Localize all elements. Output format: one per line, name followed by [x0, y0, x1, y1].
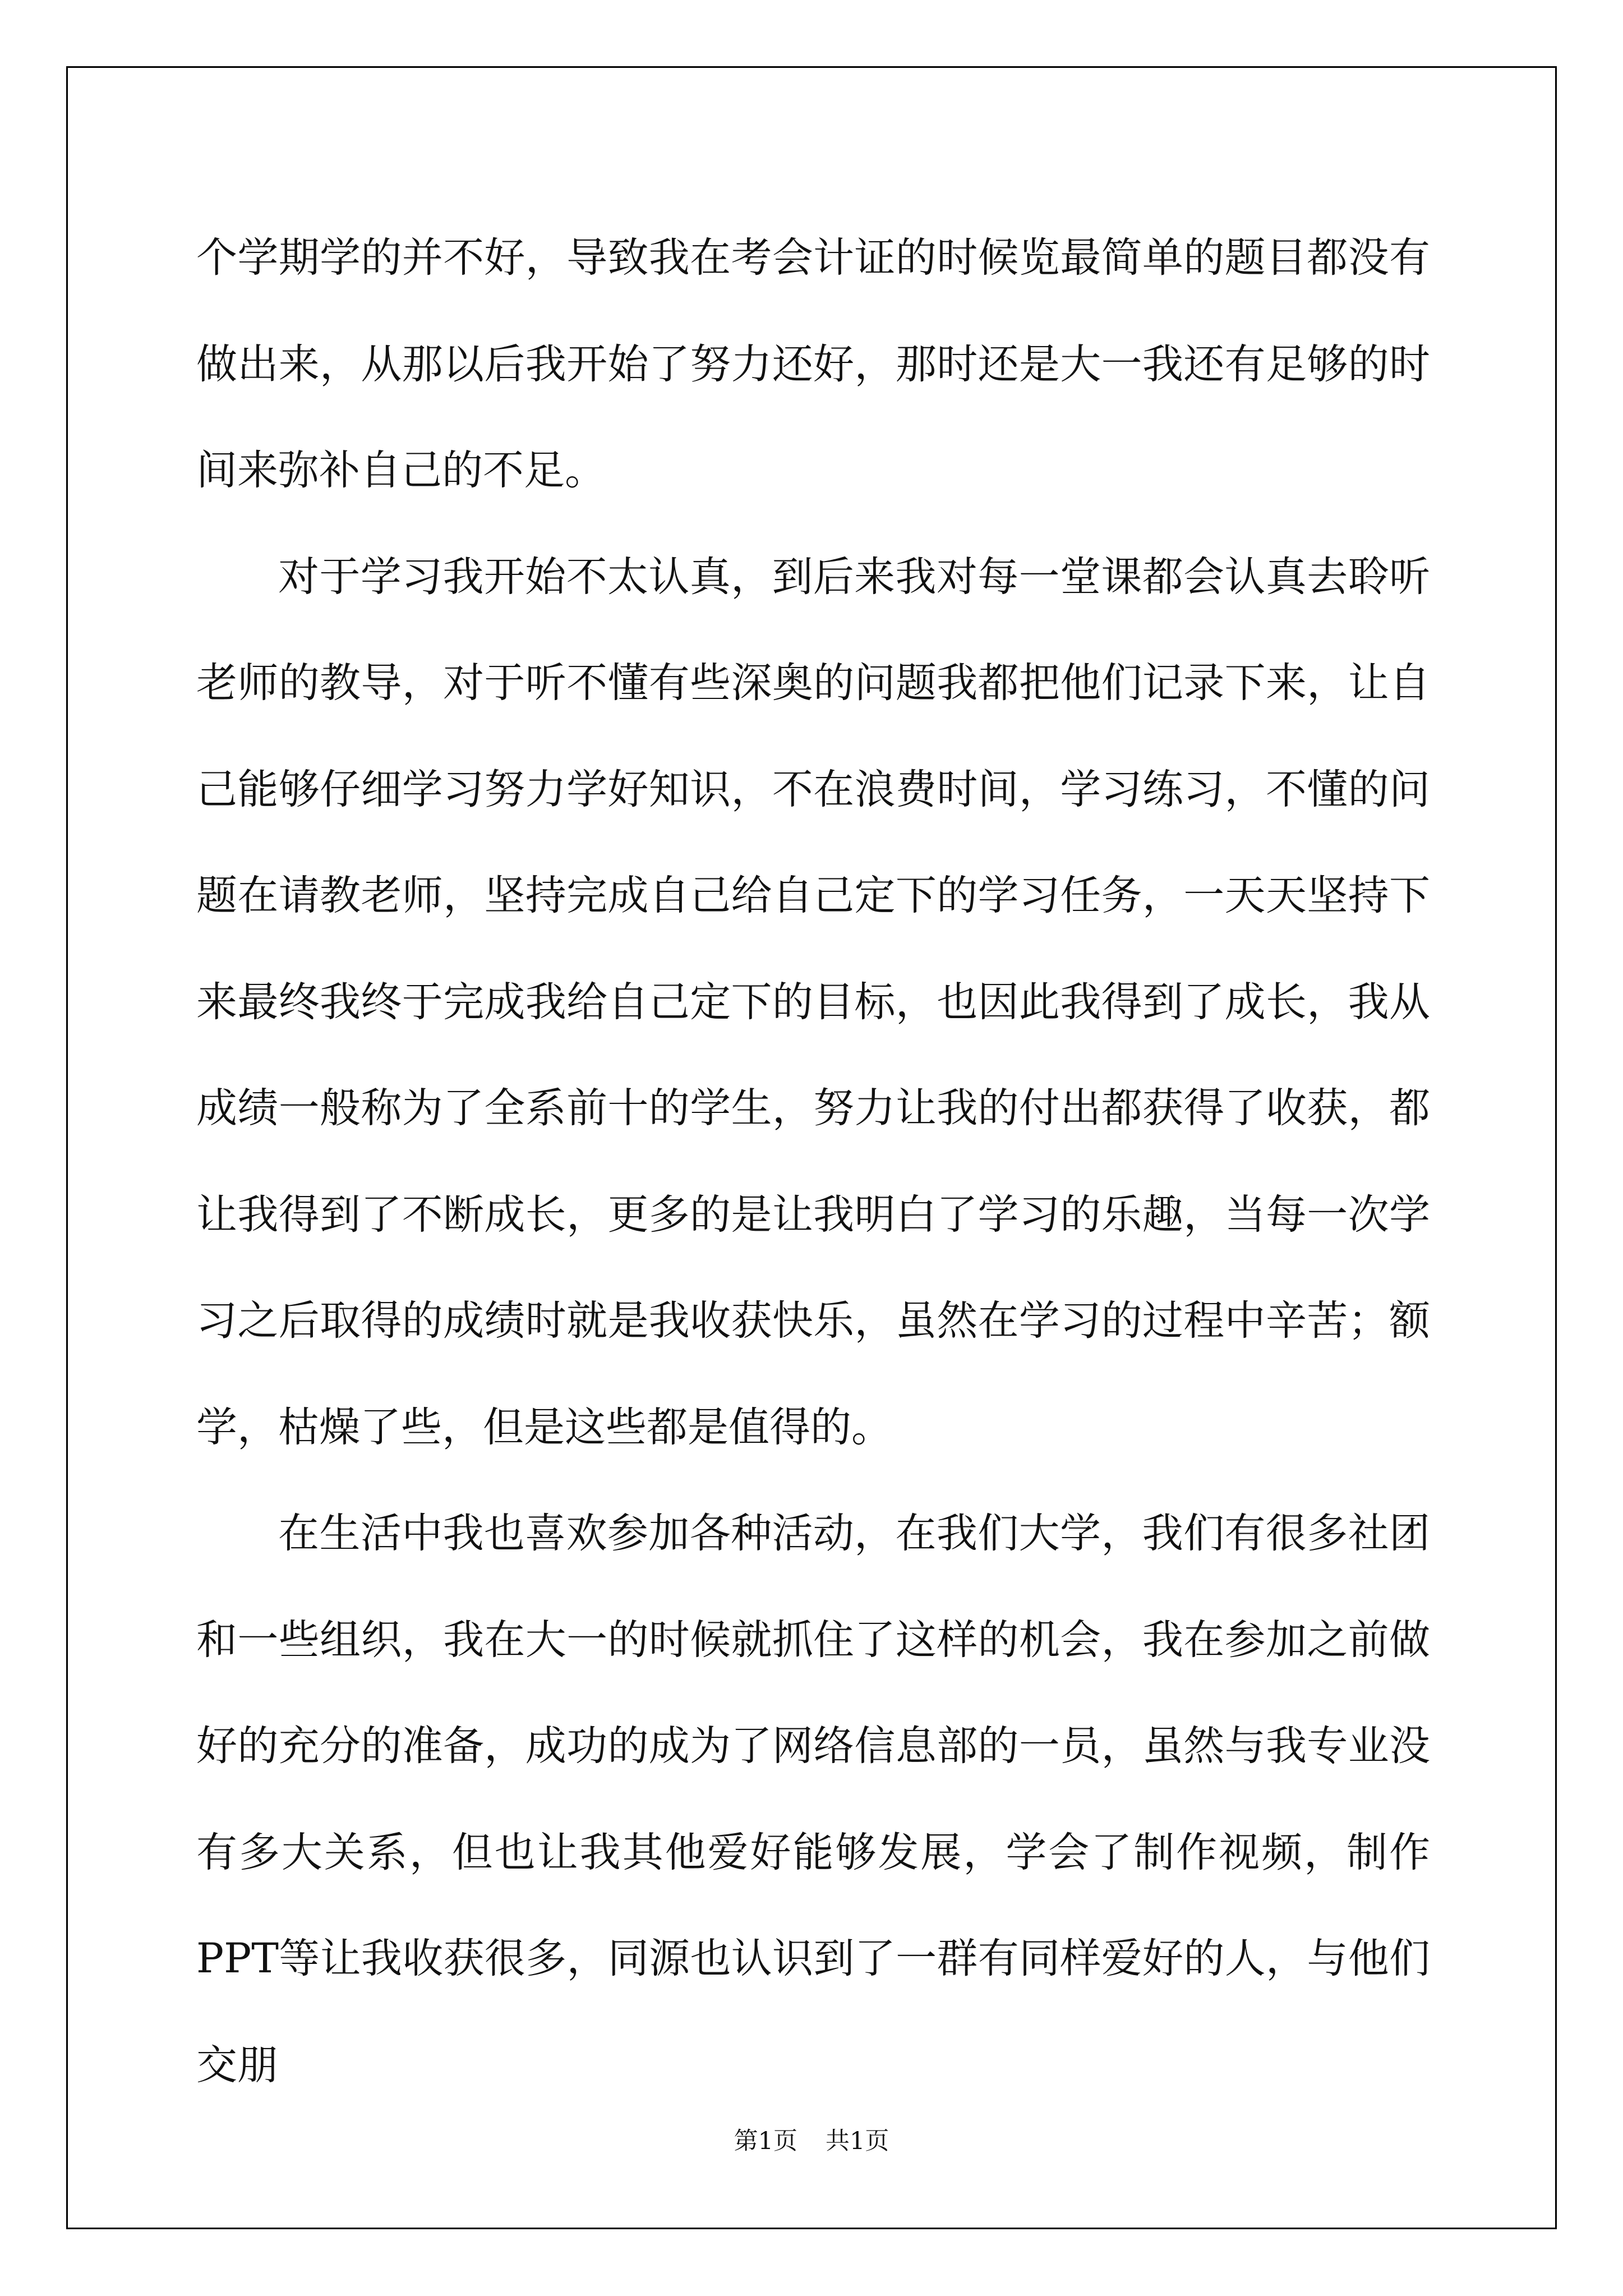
page-number: 第1页 [734, 2127, 797, 2155]
paragraph-1: 个学期学的并不好，导致我在考会计证的时候览最简单的题目都没有做出来，从那以后我开始了努力还好，那时还是大一我还有足够的时间来弥补自己的不足。 [196, 234, 1430, 494]
page-total: 共1页 [826, 2127, 889, 2155]
paragraph-3: 在生活中我也喜欢参加各种活动，在我们大学，我们有很多社团和一些组织，我在大一的时候就抓住了这样的机会，我在参加之前做好的充分的准备，成功的成为了网络信息部的一员，虽然与我专业没有多大关系，但也让我其他爱好能够发展，学会了制作视频，制作PPT等让我收获很多，同源也认识到了一群有同样爱好的人，与他们交朋 [196, 1510, 1430, 2089]
document-body [196, 205, 1430, 2118]
paragraph-2: 对于学习我开始不太认真，到后来我对每一堂课都会认真去聆听老师的教导，对于听不懂有些深奥的问题我都把他们记录下来，让自己能够仔细学习努力学好知识，不在浪费时间，学习练习，不懂的问题在请教老师，坚持完成自己给自己定下的学习任务，一天天坚持下来最终我终于完成我给自己定下的目标，也因此我得到了成长，我从成绩一般称为了全系前十的学生，努力让我的付出都获得了收获，都让我得到了不断成长，更多的是让我明白了学习的乐趣，当每一次学习之后取得的成绩时就是我收获快乐，虽然在学习的过程中辛苦；额学，枯燥了些，但是这些都是值得的。 [196, 553, 1430, 1451]
page-footer [0, 2124, 1623, 2158]
